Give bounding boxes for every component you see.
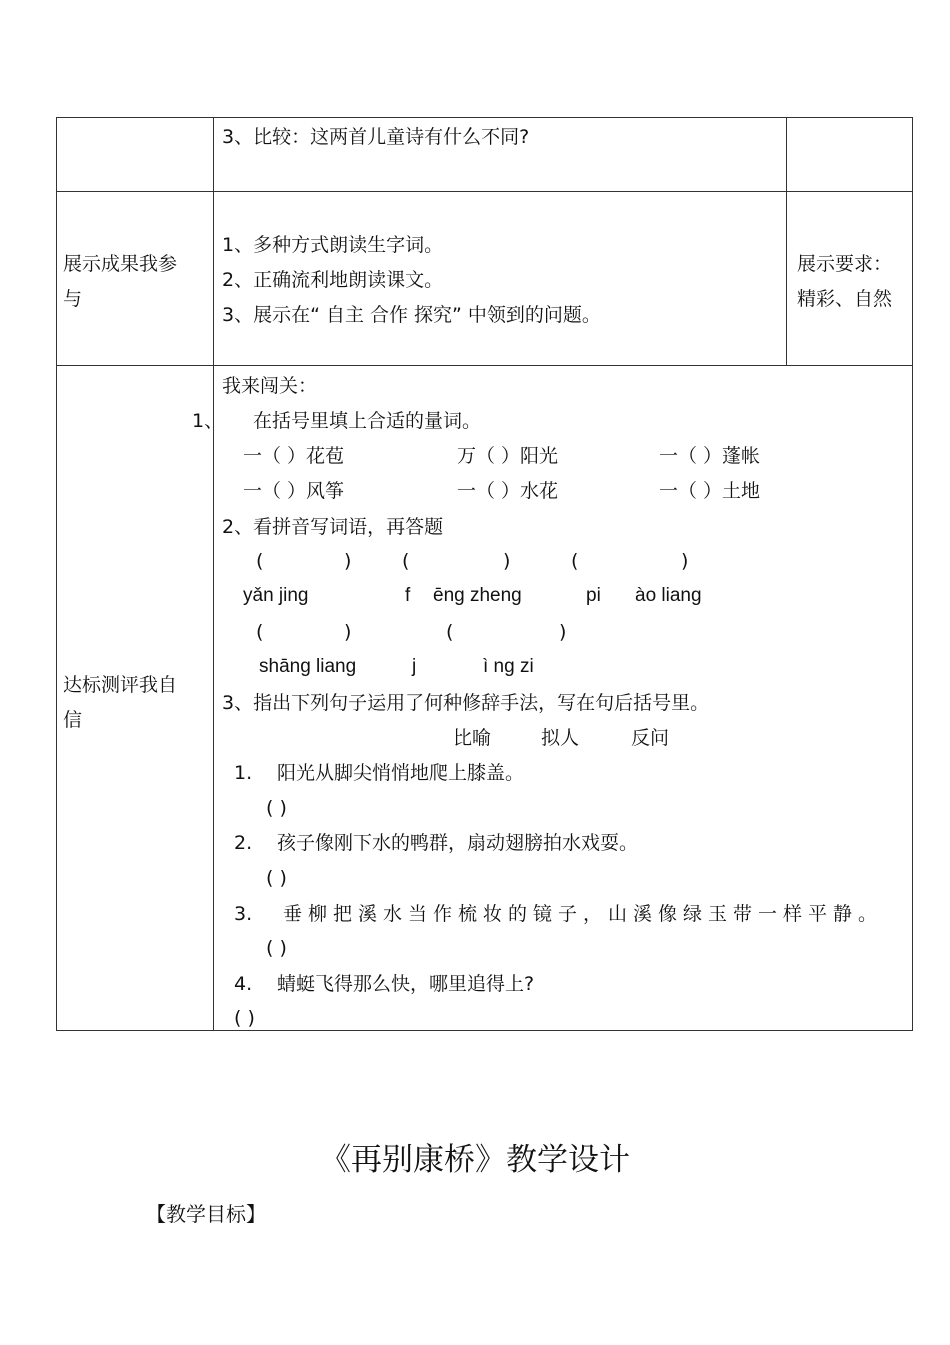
table-col-divider-2: [786, 117, 787, 366]
row2-item-3: 3、展示在“ 自主 合作 探究” 中领到的问题。: [222, 304, 601, 326]
table-row-divider-1: [56, 191, 913, 192]
document-title: 《再别康桥》教学设计: [320, 1142, 630, 1178]
q2-pinyin: j: [412, 656, 417, 677]
q2-pinyin: yǎn jing: [243, 585, 309, 606]
q3-item-answer: ( ): [266, 797, 287, 819]
q3-item-answer: ( ): [266, 937, 287, 959]
q2-bracket: (: [571, 550, 579, 572]
table-row-divider-2: [56, 365, 913, 366]
q3-option: 反问: [631, 727, 670, 749]
q1-text: 在括号里填上合适的量词。: [253, 410, 482, 432]
row3-label-line2: 信: [63, 709, 83, 731]
q1-item: 万（ ）阳光: [457, 445, 559, 467]
row2-note-line1: 展示要求：: [797, 253, 893, 275]
q1-item: 一（ ）风筝: [243, 480, 345, 502]
q2-pinyin: ào liang: [635, 585, 702, 606]
q2-pinyin: f: [405, 585, 411, 606]
table-border-right: [912, 117, 913, 1031]
q3-item-number: 3.: [234, 903, 253, 925]
q2-bracket: (: [256, 621, 264, 643]
table-border-top: [56, 117, 913, 118]
q3-item-text: 蜻蜓飞得那么快，哪里追得上?: [277, 973, 535, 995]
q2-pinyin: ì ng zi: [483, 656, 534, 677]
table-border-left: [56, 117, 57, 1031]
q3-item-answer: ( ): [266, 867, 287, 889]
q3-option: 拟人: [541, 727, 580, 749]
q3-item-number: 2.: [234, 832, 253, 854]
q1-number: 1、: [192, 410, 224, 432]
section-heading: 【教学目标】: [146, 1202, 266, 1226]
row2-item-2: 2、正确流利地朗读课文。: [222, 269, 444, 291]
q2-bracket: ): [344, 550, 352, 572]
q2-bracket: ): [344, 621, 352, 643]
q2-bracket: (: [446, 621, 454, 643]
row3-label-line1: 达标测评我自: [63, 674, 178, 696]
q2-bracket: ): [559, 621, 567, 643]
q3-item-number: 4.: [234, 973, 253, 995]
row2-label-line1: 展示成果我参: [63, 253, 178, 275]
q2-pinyin: ēng zheng: [433, 585, 522, 606]
row1-content: 3、比较：这两首儿童诗有什么不同?: [222, 126, 530, 148]
q3-item-text: 孩子像刚下水的鸭群，扇动翅膀拍水戏耍。: [277, 832, 639, 854]
q3-item-text: 垂柳把溪水当作梳妆的镜子，山溪像绿玉带一样平静。: [283, 903, 884, 925]
q1-item: 一（ ）水花: [457, 480, 559, 502]
row2-item-1: 1、多种方式朗读生字词。: [222, 234, 444, 256]
q2-pinyin: pi: [586, 585, 601, 606]
q2-bracket: ): [503, 550, 511, 572]
q2-pinyin: shāng liang: [259, 656, 357, 677]
row2-note-line2: 精彩、自然: [797, 288, 893, 310]
row2-label-line2: 与: [63, 288, 83, 310]
q1-item: 一（ ）蓬帐: [659, 445, 761, 467]
table-border-bottom: [56, 1030, 913, 1031]
q2-bracket: (: [402, 550, 410, 572]
q3-option: 比喻: [453, 727, 492, 749]
q1-item: 一（ ）土地: [659, 480, 761, 502]
q2-text: 2、看拼音写词语，再答题: [222, 516, 444, 538]
q3-item-number: 1.: [234, 762, 253, 784]
q2-bracket: (: [256, 550, 264, 572]
quiz-heading: 我来闯关：: [222, 375, 318, 397]
q2-bracket: ): [681, 550, 689, 572]
q3-item-text: 阳光从脚尖悄悄地爬上膝盖。: [277, 762, 525, 784]
q3-item-answer: ( ): [234, 1007, 255, 1029]
q3-text: 3、指出下列句子运用了何种修辞手法，写在句后括号里。: [222, 692, 710, 714]
table-col-divider-1: [213, 117, 214, 1031]
q1-item: 一（ ）花苞: [243, 445, 345, 467]
